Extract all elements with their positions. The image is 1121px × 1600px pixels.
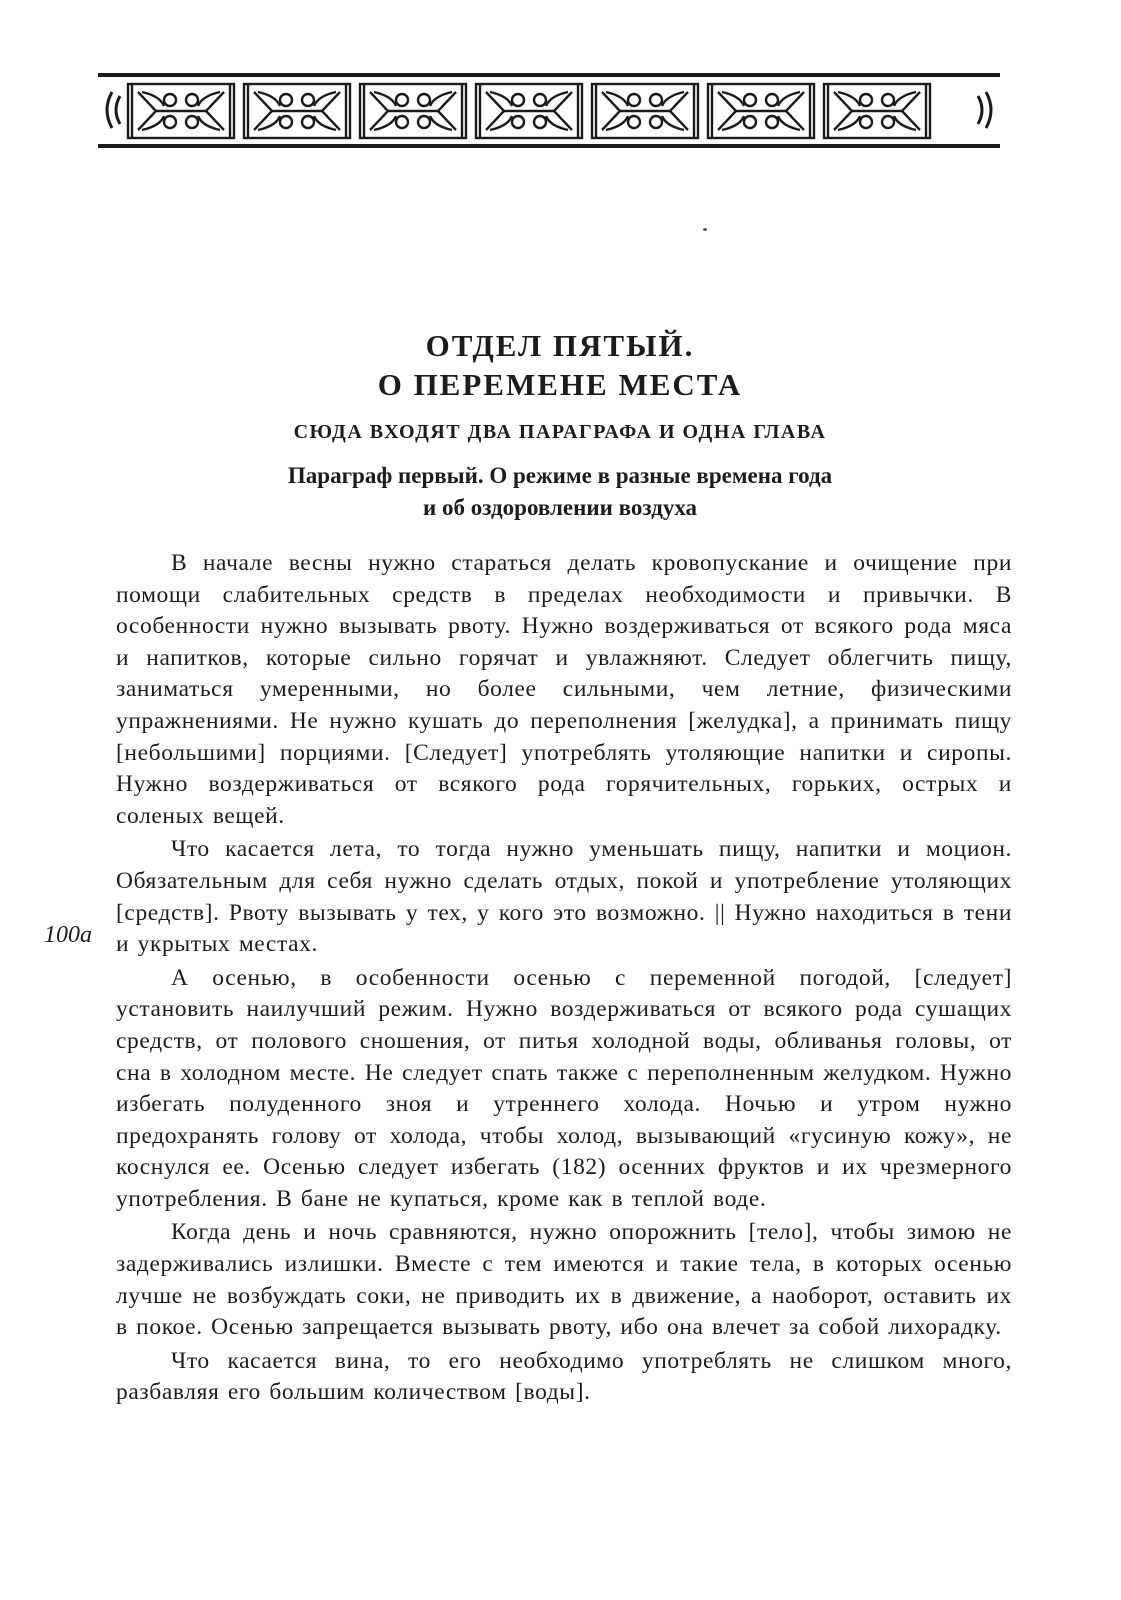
body-paragraph: Когда день и ночь сравняются, нужно опорожнить [тело], чтобы зимою не задерживались излишки. Вместе с тем имеются и такие тела, в которых осенью лучше не возбуждать соки, не приводить их в движение, а наоборот, оставить их в покое. Осенью запрещается вызывать рвоту, ибо она влечет за собой лихорадку. [116, 1219, 1012, 1341]
body-paragraph: Что касается вина, то его необходимо употреблять не слишком много, разбавляя его большим количеством [воды]. [116, 1347, 1012, 1406]
part-heading: ОТДЕЛ ПЯТЫЙ. [425, 328, 695, 363]
paragraph-title [110, 460, 1010, 524]
paragraph-title-line-2: и об оздоровлении воздуха [422, 495, 698, 520]
body-paragraph: Что касается лета, то тогда нужно уменьшать пищу, напитки и моцион. Обязательным для себя нужно сделать отдых, покой и употребление утоляющих [средств]. Рвоту вызывать у тех, у кого это возможно. || Нужно находиться в тени и укрытых местах. [116, 836, 1012, 958]
print-speck [703, 228, 707, 231]
section-subtitle: СЮДА ВХОДЯТ ДВА ПАРАГРАФА И ОДНА ГЛАВА [293, 421, 827, 443]
body-paragraph: А осенью, в особенности осенью с переменной погодой, [следует] установить наилучший режим. Нужно воздерживаться от всякого рода сушащих средств, от полового сношения, от питья холодной воды, обливанья головы, от сна в холодном месте. Не следует спать также с переполненным желудком. Нужно избегать полуденного зноя и утреннего холода. Ночью и утром нужно предохранять голову от холода, чтобы холод, вызывающий «гусиную кожу», не коснулся ее. Осенью следует избегать (182) осенних фруктов и их чрезмерного употребления. В бане не купаться, кроме как в теплой воде. [116, 964, 1012, 1212]
body-paragraph: В начале весны нужно стараться делать кровопускание и очищение при помощи слабительных средств в пределах необходимости и привычки. В особенности нужно вызывать рвоту. Нужно воздерживаться от всякого рода мяса и напитков, которые сильно горячат и увлажняют. Следует облегчить пищу, заниматься умеренными, но более сильными, чем летние, физическими упражнениями. Не нужно кушать до переполнения [желудка], а принимать пищу [небольшими] порциями. [Следует] употреблять утоляющие напитки и сиропы. Нужно воздерживаться от всякого рода горячительных, горьких, острых и соленых вещей. [116, 550, 1012, 829]
body-text [116, 548, 1012, 1411]
folio-margin-note: 100а [44, 922, 92, 948]
paragraph-title-line-1: Параграф первый. О режиме в разные времена года [287, 463, 833, 488]
ornamental-header-band [98, 72, 1000, 150]
section-title: О ПЕРЕМЕНЕ МЕСТА [377, 367, 743, 402]
